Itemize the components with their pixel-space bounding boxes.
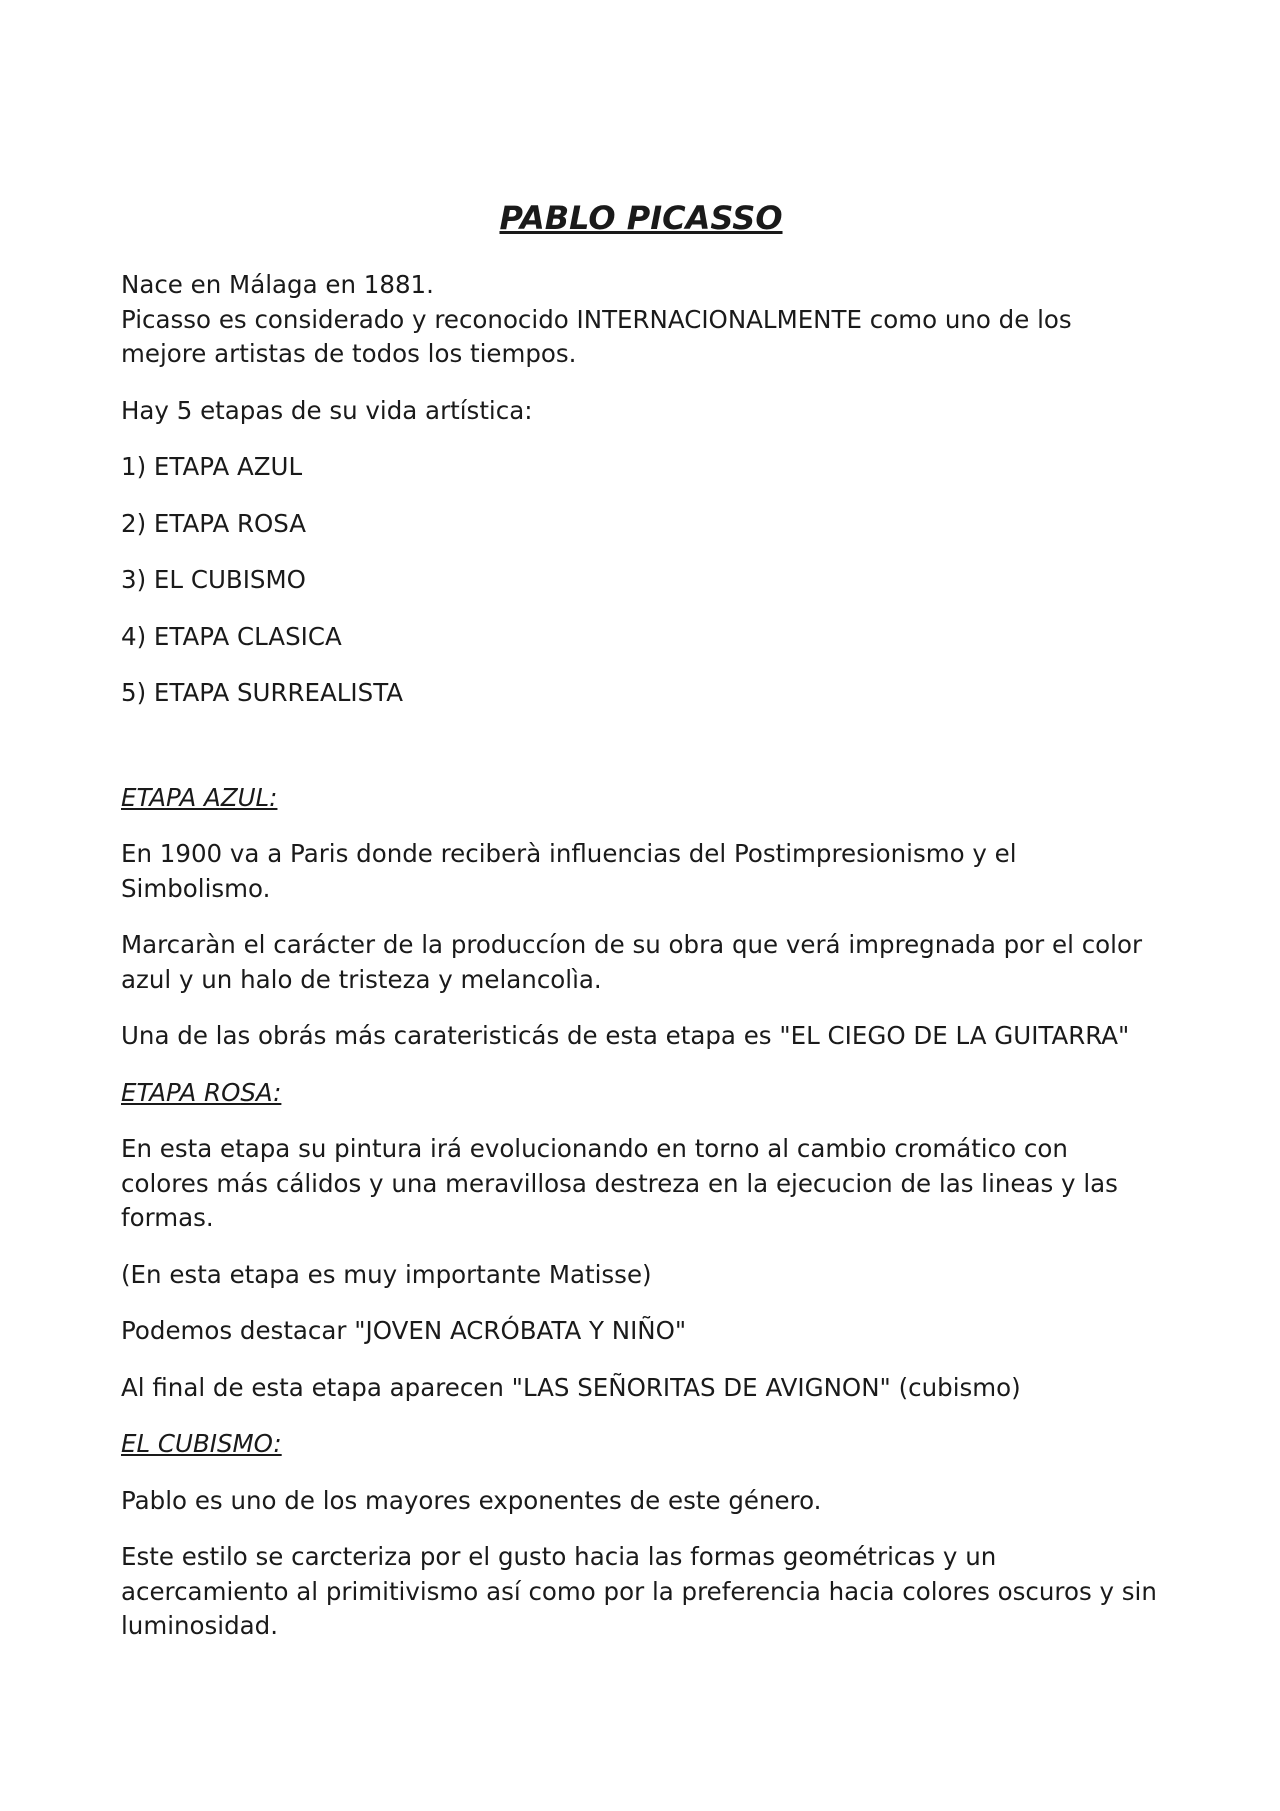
etapa-list-item: 4) ETAPA CLASICA <box>121 621 342 651</box>
etapa-list-item: 2) ETAPA ROSA <box>121 508 307 538</box>
rosa-paragraph: En esta etapa su pintura irá evolucionando en torno al cambio cromático con colores más cálidos y una meravillosa destreza en la ejecucion de las lineas y las formas. <box>121 1134 1118 1232</box>
page-title: PABLO PICASSO <box>499 199 783 237</box>
intro-line-birth: Nace en Málaga en 1881. <box>121 270 434 299</box>
cubismo-paragraph: Pablo es uno de los mayores exponentes de este género. <box>121 1485 822 1515</box>
etapas-intro: Hay 5 etapas de su vida artística: <box>121 395 533 425</box>
etapa-list-item: 5) ETAPA SURREALISTA <box>121 678 404 707</box>
etapa-list-item: 3) EL CUBISMO <box>121 565 306 594</box>
rosa-paragraph: Podemos destacar "JOVEN ACRÓBATA Y NIÑO" <box>121 1316 687 1345</box>
azul-paragraph: En 1900 va a Paris donde reciberà influencias del Postimpresionismo y el Simbolismo. <box>121 839 1017 903</box>
document-body <box>121 198 1161 1644</box>
rosa-paragraph: (En esta etapa es muy importante Matisse) <box>121 1259 652 1289</box>
intro-block <box>121 268 1161 372</box>
section-heading-etapa-rosa: ETAPA ROSA: <box>121 1077 282 1107</box>
section-heading-etapa-azul: ETAPA AZUL: <box>121 782 278 812</box>
cubismo-paragraph: Este estilo se carcteriza por el gusto hacia las formas geométricas y un acercamiento al primitivismo así como por la preferencia hacia colores oscuros y sin luminosidad. <box>121 1542 1157 1640</box>
intro-line-recognition: Picasso es considerado y reconocido INTERNACIONALMENTE como uno de los mejore artistas de todos los tiempos. <box>121 304 1072 368</box>
azul-paragraph: Marcaràn el carácter de la produccíon de su obra que verá impregnada por el color azul y un halo de tristeza y melancolìa. <box>121 930 1143 994</box>
rosa-paragraph: Al final de esta etapa aparecen "LAS SEÑORITAS DE AVIGNON" (cubismo) <box>121 1372 1021 1402</box>
azul-paragraph: Una de las obrás más carateristicás de esta etapa es "EL CIEGO DE LA GUITARRA" <box>121 1021 1130 1050</box>
section-heading-el-cubismo: EL CUBISMO: <box>121 1429 282 1458</box>
etapa-list-item: 1) ETAPA AZUL <box>121 452 303 481</box>
